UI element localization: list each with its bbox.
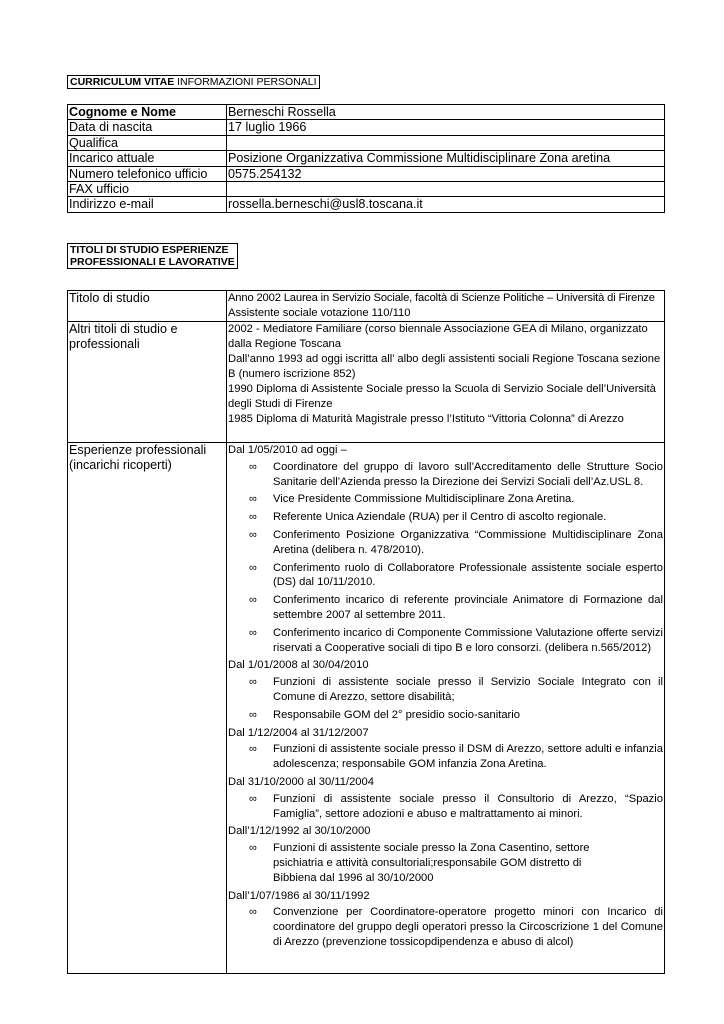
- row-value: rossella.berneschi@usl8.toscana.it: [227, 197, 665, 212]
- row-label: Numero telefonico ufficio: [68, 166, 227, 181]
- infinity-bullet-icon: ∞: [249, 626, 257, 639]
- list-item: [243, 675, 663, 705]
- text-line: Anno 2002 Laurea in Servizio Sociale, facoltà di Scienze Politiche – Università di Firenze: [228, 292, 655, 304]
- list-item: [243, 708, 663, 723]
- row-value: Posizione Organizzativa Commissione Multidisciplinare Zona aretina: [227, 151, 665, 166]
- list-item-text: Vice Presidente Commissione Multidisciplinare Zona Aretina.: [273, 493, 575, 506]
- titolo-studio-label: Titolo di studio: [68, 291, 227, 322]
- list-item-text: Referente Unica Aziendale (RUA) per il Centro di ascolto regionale.: [273, 511, 607, 524]
- list-item: [243, 460, 663, 490]
- infinity-bullet-icon: ∞: [249, 708, 257, 721]
- cv-title-bold: CURRICULUM VITAE: [70, 76, 175, 88]
- cv-title-rest: INFORMAZIONI PERSONALI: [174, 76, 317, 88]
- row-value: [227, 182, 665, 197]
- list-item-text: Coordinatore del gruppo di lavoro sull’Accreditamento delle Strutture Socio Sanitarie dell’Azienda presso la Direzione dei Servizi Sociali dell’Az.USL 8.: [273, 460, 663, 488]
- list-item: [243, 510, 663, 525]
- list-item: [243, 841, 663, 885]
- list-item-text: Conferimento incarico di Componente Commissione Valutazione offerte servizi riservati a Cooperative sociali di tipo B e loro consorzi. (delibera n.565/2012): [273, 626, 663, 654]
- row-label: Cognome e Nome: [68, 105, 227, 120]
- period-list: [228, 841, 663, 885]
- list-item-text: Funzioni di assistente sociale presso il Consultorio di Arezzo, “Spazio Famiglia”, settore adozioni e abuso e maltrattamento ai minori.: [273, 792, 663, 820]
- infinity-bullet-icon: ∞: [249, 792, 257, 805]
- period-title: Dall’1/07/1986 al 30/11/1992: [228, 889, 370, 902]
- text-line: 2002 - Mediatore Familiare (corso biennale Associazione GEA di Milano, organizzato dalla Regione Toscana: [228, 323, 648, 350]
- list-item: [243, 492, 663, 507]
- infinity-bullet-icon: ∞: [249, 460, 257, 473]
- list-item: [243, 792, 663, 822]
- infinity-bullet-icon: ∞: [249, 493, 257, 506]
- list-item: [243, 561, 663, 591]
- list-item: [243, 593, 663, 623]
- period-title: Dal 1/12/2004 al 31/12/2007: [228, 726, 369, 739]
- period-list: [228, 675, 663, 722]
- infinity-bullet-icon: ∞: [249, 842, 257, 855]
- list-item-text: Conferimento incarico di referente provinciale Animatore di Formazione dal settembre 2007 al settembre 2011.: [273, 594, 663, 621]
- period-title: Dal 1/05/2010 ad oggi –: [228, 444, 347, 456]
- table-row: [68, 322, 665, 443]
- text-line: Assistente sociale votazione 110/110: [228, 307, 411, 319]
- list-item-text: Funzioni di assistente sociale presso la Zona Casentino, settore psichiatria e attività consultoriali;responsabile GOM distretto di Bibbiena dal 1996 al 30/10/2000: [273, 842, 590, 884]
- row-label: Data di nascita: [68, 120, 227, 135]
- list-item: [243, 742, 663, 772]
- table-row: [68, 197, 665, 212]
- titolo-studio-value: [227, 291, 665, 322]
- list-item-text: Conferimento ruolo di Collaboratore Professionale assistente sociale esperto (DS) dal 10/11/2010.: [273, 561, 663, 589]
- table-row: [68, 443, 665, 974]
- list-item-text: Conferimento Posizione Organizzativa “Commissione Multidisciplinare Zona Aretina (delibera n. 478/2010).: [273, 528, 663, 556]
- list-item: [243, 905, 663, 949]
- section-title-line: TITOLI DI STUDIO ESPERIENZE: [70, 244, 229, 256]
- table-row: [68, 291, 665, 322]
- list-item-text: Funzioni di assistente sociale presso il Servizio Sociale Integrato con il Comune di Arezzo, settore disabilità;: [273, 676, 663, 703]
- row-label: Indirizzo e-mail: [68, 197, 227, 212]
- table-row: [68, 105, 665, 120]
- infinity-bullet-icon: ∞: [249, 676, 257, 689]
- altri-titoli-value: [227, 322, 665, 443]
- studies-experience-table: [67, 290, 665, 974]
- list-item-text: Funzioni di assistente sociale presso il DSM di Arezzo, settore adulti e infanzia adolescenza; responsabile GOM infanzia Zona Aretina.: [273, 743, 663, 771]
- infinity-bullet-icon: ∞: [249, 511, 257, 524]
- row-value: Berneschi Rossella: [227, 105, 665, 120]
- row-value: [227, 135, 665, 150]
- infinity-bullet-icon: ∞: [249, 594, 257, 607]
- altri-titoli-label: Altri titoli di studio e professionali: [68, 322, 227, 443]
- period-list: [228, 792, 663, 822]
- period-list: [228, 460, 663, 656]
- table-row: [68, 120, 665, 135]
- table-row: [68, 135, 665, 150]
- row-value: 17 luglio 1966: [227, 120, 665, 135]
- esperienze-label: Esperienze professionali (incarichi ricoperti): [68, 443, 227, 974]
- period-list: [228, 905, 663, 949]
- period-title: Dall’1/12/1992 al 30/10/2000: [228, 825, 371, 838]
- esperienze-value: [227, 443, 665, 974]
- text-line: 1990 Diploma di Assistente Sociale presso la Scuola di Servizio Sociale dell’Università degli Studi di Firenze: [228, 383, 656, 410]
- list-item: [243, 626, 663, 656]
- period-title: Dal 1/01/2008 al 30/04/2010: [228, 659, 369, 672]
- row-label: FAX ufficio: [68, 182, 227, 197]
- list-item: [243, 528, 663, 558]
- infinity-bullet-icon: ∞: [249, 561, 257, 574]
- personal-info-table: [67, 104, 665, 213]
- row-label: Qualifica: [68, 135, 227, 150]
- row-value: 0575.254132: [227, 166, 665, 181]
- infinity-bullet-icon: ∞: [249, 906, 257, 919]
- period-title: Dal 31/10/2000 al 30/11/2004: [228, 775, 374, 788]
- infinity-bullet-icon: ∞: [249, 743, 257, 756]
- studies-section-title: [67, 243, 238, 269]
- row-label: Incarico attuale: [68, 151, 227, 166]
- infinity-bullet-icon: ∞: [249, 528, 257, 541]
- table-row: [68, 166, 665, 181]
- table-row: [68, 182, 665, 197]
- period-list: [228, 742, 663, 772]
- text-line: 1985 Diploma di Maturità Magistrale presso l’Istituto “Vittoria Colonna” di Arezzo: [228, 413, 624, 425]
- list-item-text: Convenzione per Coordinatore-operatore progetto minori con Incarico di coordinatore del gruppo degli operatori presso la Circoscrizione 1 del Comune di Arezzo (prevenzione tossicopdipendenza e abuso di alcol): [273, 906, 663, 948]
- list-item-text: Responsabile GOM del 2° presidio socio-sanitario: [273, 708, 520, 721]
- text-line: Dall’anno 1993 ad oggi iscritta all’ albo degli assistenti sociali Regione Toscana sezione B (numero iscrizione 852): [228, 353, 661, 380]
- cv-section-title: [67, 75, 320, 89]
- table-row: [68, 151, 665, 166]
- section-title-line: PROFESSIONALI E LAVORATIVE: [70, 256, 235, 268]
